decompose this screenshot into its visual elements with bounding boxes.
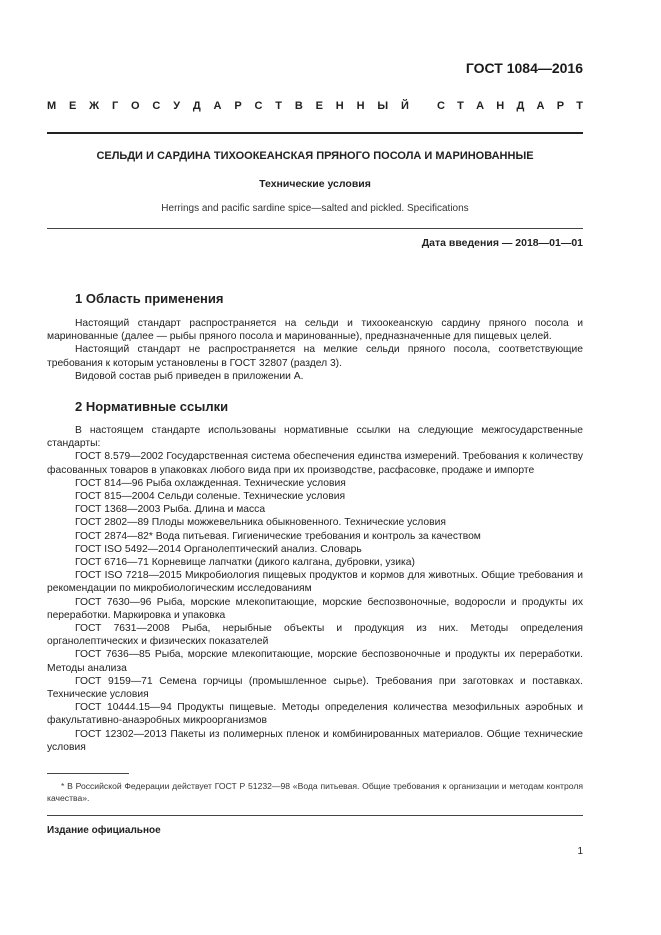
edition-label: Издание официальное [47, 825, 161, 836]
footnote-rule [47, 773, 129, 774]
interstate-standard-label [47, 100, 583, 112]
reference-item: ГОСТ 7630—96 Рыба, морские млекопитающие, морские беспозвоночные, водоросли и продукты их переработки. Маркировка и упаковка [47, 596, 583, 621]
reference-item: ГОСТ 10444.15—94 Продукты пищевые. Методы определения количества мезофильных аэробных и факультативно-анаэробных микроорганизмов [47, 702, 583, 727]
standard-word: С Т А Н Д А Р Т [437, 100, 583, 112]
paragraph: В настоящем стандарте использованы нормативные ссылки на следующие межгосударственные стандарты: [47, 425, 583, 450]
effective-date: Дата введения — 2018—01—01 [421, 237, 583, 249]
page-number: 1 [577, 846, 583, 857]
footnote: * В Российской Федерации действует ГОСТ Р 51232—98 «Вода питьевая. Общие требования к организации и методам контроля качества». [47, 781, 583, 803]
document-subtitle: Технические условия [259, 178, 371, 190]
reference-item: ГОСТ 815—2004 Сельди соленые. Технические условия [75, 491, 346, 503]
reference-item: ГОСТ 8.579—2002 Государственная система обеспечения единства измерений. Требования к количеству фасованных товаров в упаковках любого вида при их производстве, расфасовке, продаже и импорте [47, 451, 583, 476]
paragraph: Видовой состав рыб приведен в приложении А. [75, 370, 304, 382]
document-number: ГОСТ 1084—2016 [465, 60, 583, 76]
reference-item: ГОСТ 2802—89 Плоды можжевельника обыкновенного. Технические условия [75, 517, 446, 529]
section-2-body [47, 424, 583, 754]
reference-item: ГОСТ ISO 5492—2014 Органолептический анализ. Словарь [75, 543, 362, 555]
english-title: Herrings and pacific sardine spice—salted and pickled. Specifications [161, 203, 469, 214]
document-title: СЕЛЬДИ И САРДИНА ТИХООКЕАНСКАЯ ПРЯНОГО ПОСОЛА И МАРИНОВАННЫЕ [96, 150, 534, 162]
reference-item: ГОСТ 7636—85 Рыба, морские млекопитающие, морские беспозвоночные и продукты их переработки. Методы анализа [47, 649, 583, 674]
reference-item: ГОСТ 9159—71 Семена горчицы (промышленное сырье). Требования при заготовках и поставках. Технические условия [47, 675, 583, 701]
reference-item: ГОСТ 2874—82* Вода питьевая. Гигиенические требования и контроль за качеством [75, 530, 481, 542]
reference-item: ГОСТ 7631—2008 Рыба, нерыбные объекты и продукция из них. Методы определения органолептических и физических показателей [47, 623, 583, 648]
interstate-word: М Е Ж Г О С У Д А Р С Т В Е Н Н Ы Й [47, 100, 409, 112]
section-1-heading: 1 Область применения [75, 291, 224, 306]
reference-item: ГОСТ 6716—71 Корневище лапчатки (дикого калгана, дубровки, узика) [75, 557, 415, 569]
date-rule [47, 228, 583, 229]
section-1-body [47, 317, 583, 383]
section-2-heading: 2 Нормативные ссылки [75, 399, 229, 414]
paragraph: Настоящий стандарт распространяется на сельди и тихоокеанскую сардину пряного посола и маринованные (далее — рыбы пряного посола и маринованные), предназначенные для пищевых целей. [47, 318, 583, 343]
reference-item: ГОСТ ISO 7218—2015 Микробиология пищевых продуктов и кормов для животных. Общие требования и рекомендации по микробиологическим исследованиям [47, 570, 583, 595]
edition-rule [47, 815, 583, 816]
paragraph: Настоящий стандарт не распространяется на мелкие сельди пряного посола, соответствующие требования к которым установлены в ГОСТ 32807 (раздел 3). [47, 344, 583, 369]
reference-item: ГОСТ 12302—2013 Пакеты из полимерных пленок и комбинированных материалов. Общие технические условия [47, 728, 583, 753]
reference-item: ГОСТ 814—96 Рыба охлажденная. Технические условия [75, 477, 346, 489]
reference-item: ГОСТ 1368—2003 Рыба. Длина и масса [75, 504, 266, 516]
header-rule [47, 132, 583, 134]
